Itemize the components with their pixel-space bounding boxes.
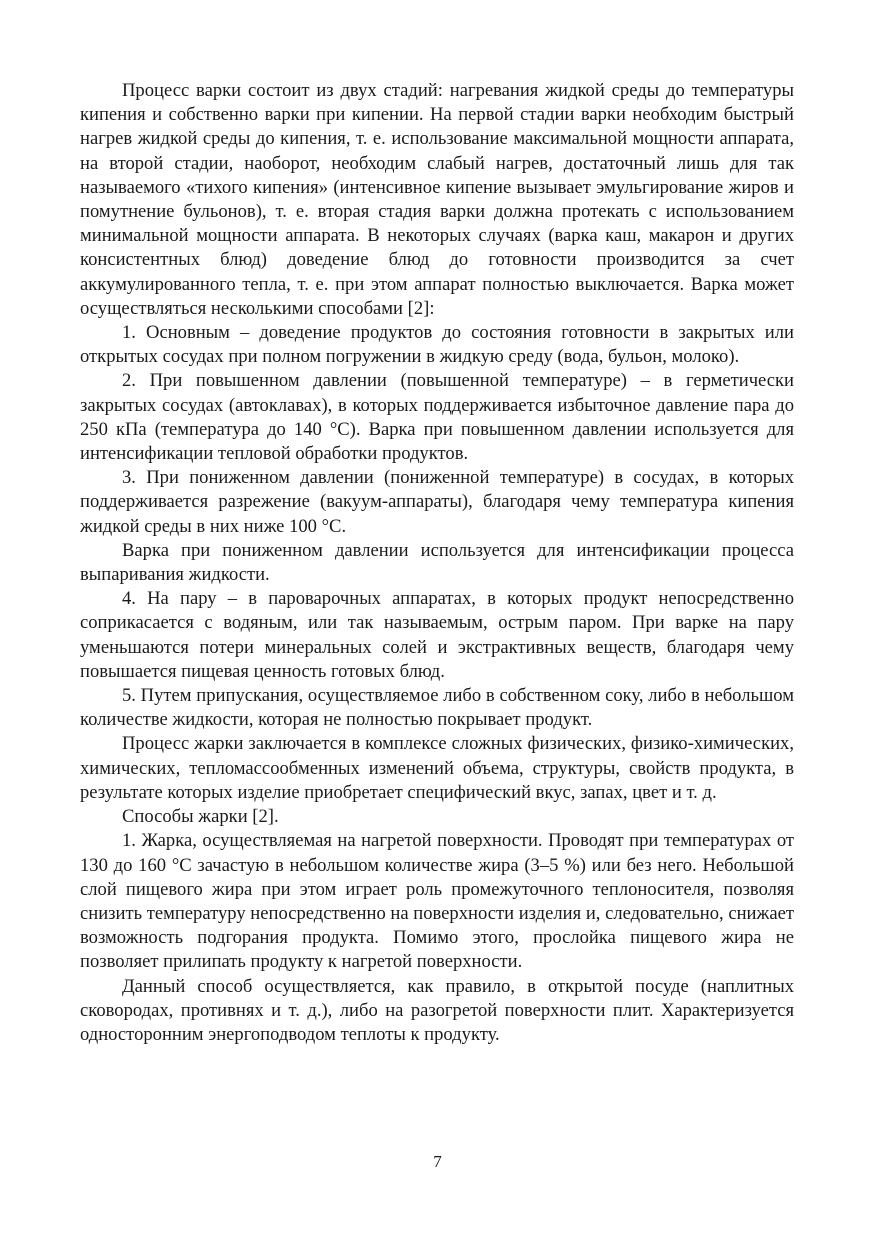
paragraph-frying-method-1-details: Данный способ осуществляется, как правило, в открытой посуде (наплитных сковородах, противнях и т. д.), либо на разогретой поверхности плит. Характеризуется односторонним энергоподводом теплоты к продукту.: [80, 975, 794, 1045]
paragraph-method-3: 3. При пониженном давлении (пониженной температуре) в сосудах, в которых поддерживается разрежение (вакуум-аппараты), благодаря чему температура кипения жидкой среды в них ниже 100 °С.: [80, 467, 794, 537]
paragraph-frying-methods-heading: Способы жарки [2].: [122, 806, 279, 828]
paragraph-method-5: 5. Путем припускания, осуществляемое либо в собственном соку, либо в небольшом количестве жидкости, которая не полностью покрывает продукт.: [80, 685, 794, 731]
paragraph-method-1: 1. Основным – доведение продуктов до состояния готовности в закрытых или открытых сосудах при полном погружении в жидкую среду (вода, бульон, молоко).: [80, 322, 794, 368]
paragraph-cooking-process: Процесс варки состоит из двух стадий: нагревания жидкой среды до температуры кипения и собственно варки при кипении. На первой стадии варки необходим быстрый нагрев жидкой среды до кипения, т. е. использование максимальной мощности аппарата, на второй стадии, наоборот, необходим слабый нагрев, достаточный лишь для так называемого «тихого кипения» (интенсивное кипение вызывает эмульгирование жиров и помутнение бульонов), т. е. вторая стадия варки должна протекать с использованием минимальной мощности аппарата. В некоторых случаях (варка каш, макарон и других консистентных блюд) доведение блюд до готовности производится за счет аккумулированного тепла, т. е. при этом аппарат полностью выключается. Варка может осуществляться несколькими способами [2]:: [80, 80, 794, 319]
paragraph-frying-method-1: 1. Жарка, осуществляемая на нагретой поверхности. Проводят при температурах от 130 до 160 °С зачастую в небольшом количестве жира (3–5 %) или без него. Небольшой слой пищевого жира при этом играет роль промежуточного теплоносителя, позволяя снизить температуру непосредственно на поверхности изделия и, следовательно, снижает возможность подгорания продукта. Помимо этого, прослойка пищевого жира не позволяет прилипать продукту к нагретой поверхности.: [80, 830, 794, 973]
paragraph-method-4: 4. На пару – в пароварочных аппаратах, в которых продукт непосредственно соприкасается с водяным, или так называемым, острым паром. При варке на пару уменьшаются потери минеральных солей и экстрактивных веществ, благодаря чему повышается пищевая ценность готовых блюд.: [80, 588, 794, 682]
page-number: 7: [433, 1152, 442, 1171]
page-body: [80, 79, 794, 1047]
paragraph-frying-process: Процесс жарки заключается в комплексе сложных физических, физико-химических, химических, тепломассообменных изменений объема, структуры, свойств продукта, в результате которых изделие приобретает специфический вкус, запах, цвет и т. д.: [80, 733, 794, 803]
paragraph-low-pressure: Варка при пониженном давлении используется для интенсификации процесса выпаривания жидкости.: [80, 539, 794, 586]
paragraph-method-2: 2. При повышенном давлении (повышенной температуре) – в герметически закрытых сосудах (автоклавах), в которых поддерживается избыточное давление пара до 250 кПа (температура до 140 °С). Варка при повышенном давлении используется для интенсификации тепловой обработки продуктов.: [80, 370, 794, 465]
